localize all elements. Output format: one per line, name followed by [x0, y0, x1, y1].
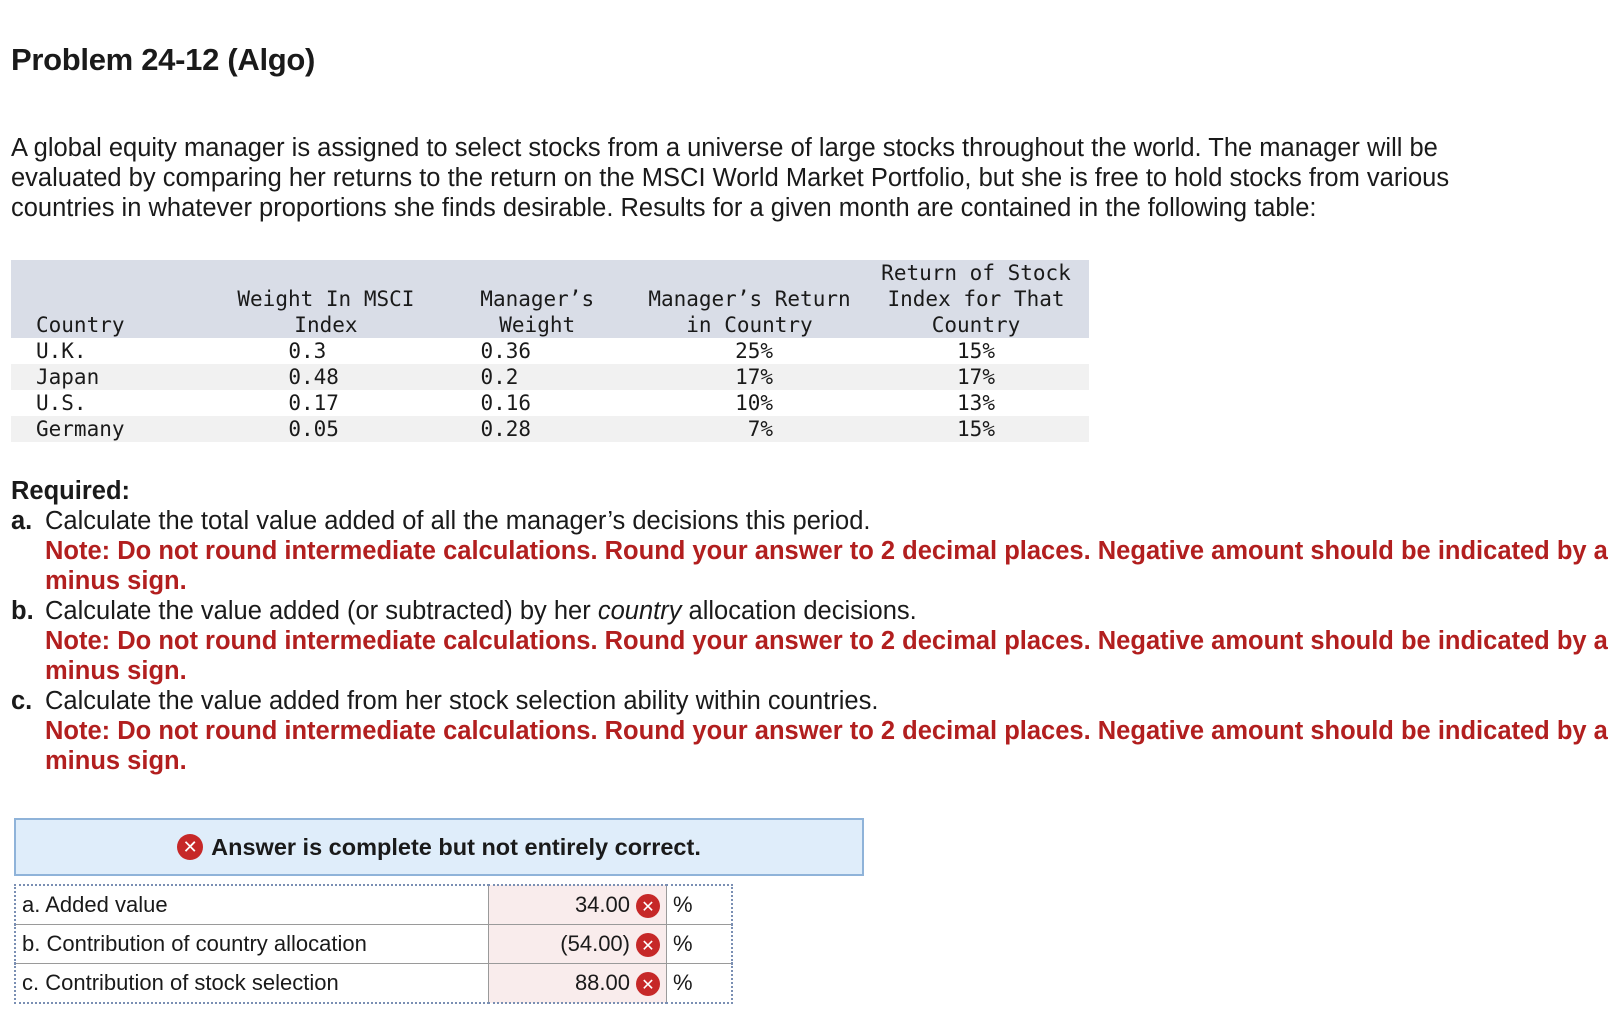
cell-msci-weight: 0.3	[288, 339, 327, 363]
incorrect-icon: ✕	[636, 933, 660, 957]
incorrect-icon: ✕	[636, 972, 660, 996]
answer-status-text: Answer is complete but not entirely correct.	[211, 833, 701, 860]
cell-manager-return: 17%	[636, 364, 863, 390]
x-circle-icon: ✕	[177, 834, 203, 860]
cell-manager-weight: 0.16	[480, 391, 532, 415]
answer-value: 88.00	[574, 969, 630, 995]
answer-row	[15, 885, 732, 925]
cell-msci-weight: 0.17	[288, 391, 339, 415]
item-letter: c.	[11, 687, 33, 715]
required-item-a	[11, 506, 1611, 536]
answer-unit: %	[667, 964, 733, 1004]
item-letter: a.	[11, 507, 33, 535]
answer-input[interactable]	[489, 925, 667, 964]
required-section	[11, 476, 1611, 776]
cell-country: Japan	[11, 364, 213, 390]
answer-input[interactable]	[489, 964, 667, 1004]
table-header-row	[11, 260, 1089, 338]
data-table	[11, 260, 1089, 442]
required-heading: Required:	[11, 477, 131, 505]
header-country: Country	[11, 260, 213, 338]
required-item-b	[11, 596, 1611, 626]
item-note: Note: Do not round intermediate calculations. Round your answer to 2 decimal places. Negative amount should be indicated by a minus sign.	[45, 537, 1608, 595]
answer-label: a. Added value	[15, 885, 489, 925]
item-letter: b.	[11, 597, 34, 625]
item-text: Calculate the total value added of all the manager’s decisions this period.	[45, 507, 871, 535]
header-manager-return: Manager’s Return in Country	[636, 260, 863, 338]
cell-manager-weight: 0.36	[480, 339, 532, 363]
item-note: Note: Do not round intermediate calculations. Round your answer to 2 decimal places. Negative amount should be indicated by a minus sign.	[45, 717, 1608, 775]
answer-value: 34.00	[574, 891, 630, 917]
problem-title: Problem 24-12 (Algo)	[11, 42, 316, 77]
required-item-c	[11, 686, 1611, 716]
cell-msci-weight: 0.48	[213, 364, 438, 390]
cell-index-return: 17%	[863, 364, 1089, 390]
item-text: Calculate the value added (or subtracted) by her country allocation decisions.	[45, 597, 917, 625]
cell-index-return: 13%	[957, 391, 995, 415]
cell-country: U.K.	[36, 339, 87, 363]
cell-manager-weight: 0.28	[438, 416, 636, 442]
cell-manager-weight: 0.2	[438, 364, 636, 390]
answer-table	[14, 884, 733, 1004]
item-note: Note: Do not round intermediate calculations. Round your answer to 2 decimal places. Negative amount should be indicated by a minus sign.	[45, 627, 1608, 685]
table-row	[11, 416, 1089, 442]
item-emphasis: country	[597, 597, 682, 625]
table-row	[11, 390, 1089, 416]
header-msci-weight: Weight In MSCI Index	[213, 260, 438, 338]
cell-country: Germany	[11, 416, 213, 442]
answer-input[interactable]	[489, 885, 667, 925]
answer-value: (54.00)	[560, 930, 630, 956]
cell-country: U.S.	[36, 391, 87, 415]
answer-unit: %	[667, 925, 733, 964]
header-index-return: Return of Stock Index for That Country	[863, 260, 1089, 338]
table-row	[11, 364, 1089, 390]
answer-row	[15, 925, 732, 964]
table-row	[11, 338, 1089, 364]
cell-manager-return: 7%	[636, 416, 863, 442]
header-manager-weight: Manager’s Weight	[438, 260, 636, 338]
cell-manager-return: 25%	[735, 339, 774, 363]
cell-index-return: 15%	[863, 416, 1089, 442]
incorrect-icon: ✕	[636, 894, 660, 918]
cell-manager-return: 10%	[735, 391, 774, 415]
answer-row	[15, 964, 732, 1004]
answer-status-banner	[14, 818, 864, 876]
cell-msci-weight: 0.05	[213, 416, 438, 442]
item-text: Calculate the value added from her stock selection ability within countries.	[45, 687, 879, 715]
answer-label: b. Contribution of country allocation	[15, 925, 489, 964]
answer-label: c. Contribution of stock selection	[15, 964, 489, 1004]
cell-index-return: 15%	[957, 339, 995, 363]
answer-unit: %	[667, 885, 733, 925]
problem-intro: A global equity manager is assigned to select stocks from a universe of large stocks throughout the world. The manager will be evaluated by comparing her returns to the return on the MSCI World Market Portfolio, but she is free to hold stocks from various countries in whatever proportions she finds desirable. Results for a given month are contained in the following table:	[11, 134, 1450, 222]
